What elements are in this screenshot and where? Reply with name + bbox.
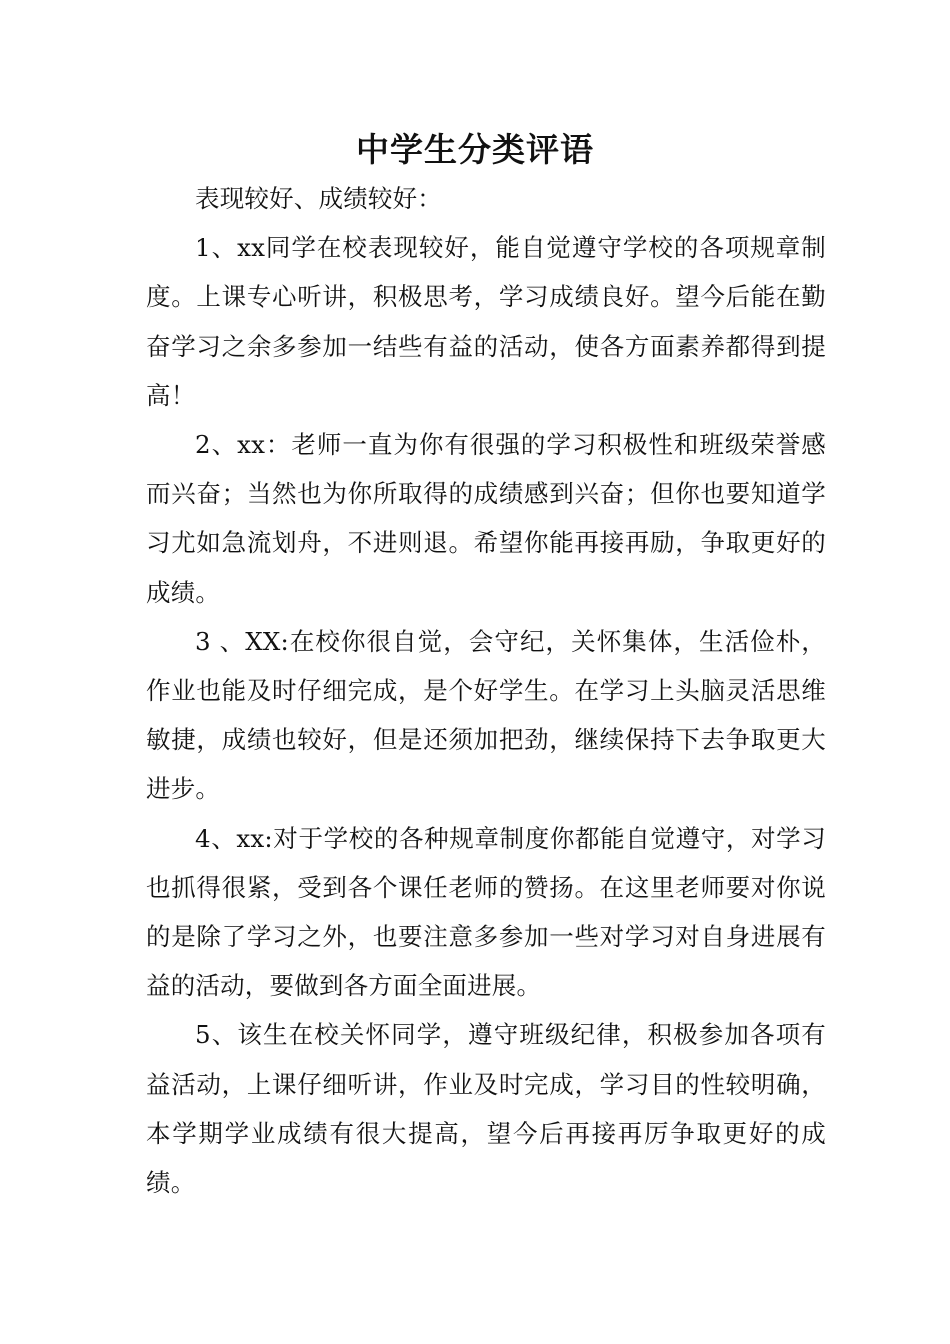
comment-paragraph-2: 2、xx：老师一直为你有很强的学习积极性和班级荣誉感而兴奋；当然也为你所取得的成绩感到兴奋；但你也要知道学习尤如急流划舟，不进则退。希望你能再接再励，争取更好的成绩。 [146,430,826,607]
document-body [146,174,826,1207]
comment-paragraph-4: 4、xx:对于学校的各种规章制度你都能自觉遵守，对学习也抓得很紧，受到各个课任老师的赞扬。在这里老师要对你说的是除了学习之外，也要注意多参加一些对学习对自身进展有益的活动，要做到各方面全面进展。 [146,823,826,1001]
comment-paragraph-1: 1、xx同学在校表现较好，能自觉遵守学校的各项规章制度。上课专心听讲，积极思考，学习成绩良好。望今后能在勤奋学习之余多参加一结些有益的活动，使各方面素养都得到提高！ [146,233,826,410]
comment-paragraph-3: 3 、XX:在校你很自觉，会守纪，关怀集体，生活俭朴，作业也能及时仔细完成，是个好学生。在学习上头脑灵活思维敏捷，成绩也较好，但是还须加把劲，继续保持下去争取更大进步。 [146,626,826,804]
comment-paragraph-5: 5、该生在校关怀同学，遵守班级纪律，积极参加各项有益活动，上课仔细听讲，作业及时完成，学习目的性较明确，本学期学业成绩有很大提高，望今后再接再厉争取更好的成绩。 [146,1020,826,1198]
document-title: 中学生分类评语 [356,130,594,169]
section-heading: 表现较好、成绩较好： [195,184,442,213]
